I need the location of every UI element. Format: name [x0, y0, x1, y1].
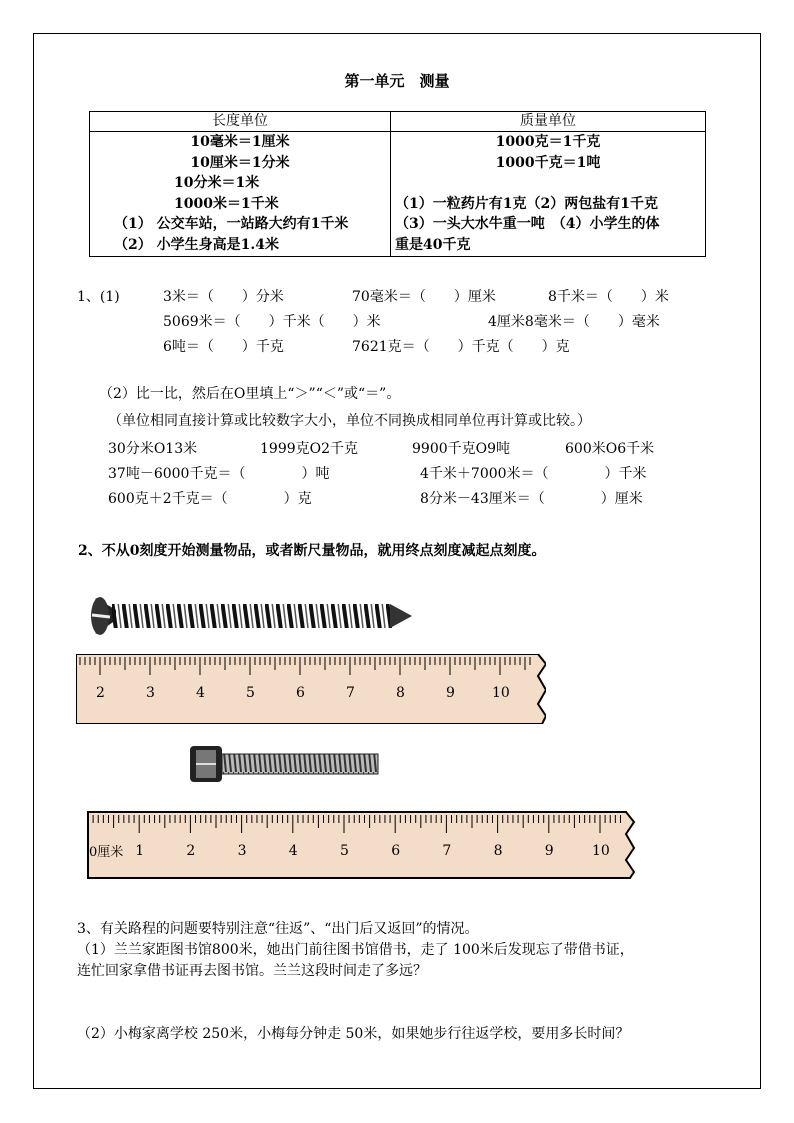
ruler-2 — [86, 810, 636, 880]
calc-item: 4千米＋7000米＝（ ）千米 — [420, 466, 647, 482]
compare-item: 1999克O2千克 — [260, 441, 359, 457]
q3-p1-line1: （1）兰兰家距图书馆800米，她出门前往图书馆借书，走了 100米后发现忘了带借书证， — [77, 942, 634, 958]
ruler-label: 10 — [492, 685, 510, 701]
ruler-label: 10 — [592, 843, 610, 859]
ruler-label: 5 — [246, 685, 255, 701]
q1-part2-title: （2）比一比，然后在O里填上“＞”“＜”或“＝”。 — [99, 386, 401, 402]
compare-item: 30分米O13米 — [108, 441, 198, 457]
q1-item: 8千米＝（ ）米 — [548, 289, 669, 305]
ruler-1 — [76, 654, 546, 724]
ruler-label: 3 — [237, 843, 247, 859]
ruler-label: 6 — [296, 685, 305, 701]
mass-example: （1）一粒药片有1克（2）两包盐有1千克 — [395, 195, 658, 212]
mass-cell — [391, 132, 706, 257]
bolt-image — [188, 742, 380, 786]
mass-example: （3）一头大水牛重一吨 （4）小学生的体 — [395, 216, 660, 233]
screw-image — [78, 590, 423, 640]
mass-rule: 1000千克＝1吨 — [495, 154, 601, 171]
mass-rule: 1000克＝1千克 — [495, 134, 601, 150]
q1-item: 7621克＝（ ）千克（ ）克 — [352, 339, 570, 355]
calc-item: 8分米－43厘米＝（ ）厘米 — [420, 491, 643, 507]
mass-header: 质量单位 — [391, 112, 706, 132]
q3-p1-line2: 连忙回家拿借书证再去图书馆。兰兰这段时间走了多远？ — [77, 963, 427, 979]
q3-title: 3、有关路程的问题要特别注意“往返”、“出门后又返回”的情况。 — [77, 921, 479, 937]
q2-text: 2、不从0刻度开始测量物品，或者断尺量物品，就用终点刻度减起点刻度。 — [78, 543, 546, 559]
ruler-label: 8 — [493, 843, 503, 859]
ruler-label: 1 — [135, 843, 145, 859]
length-example: （2） 小学生身高是1.4米 — [114, 236, 279, 253]
calc-item: 37吨－6000千克＝（ ）吨 — [108, 466, 330, 482]
length-rule: 10分米＝1米 — [174, 175, 260, 192]
length-rule: 10厘米＝1分米 — [190, 154, 290, 171]
q3-p2: （2）小梅家离学校 250米，小梅每分钟走 50米，如果她步行往返学校，要用多长时间？ — [77, 1026, 630, 1042]
ruler-label: 7 — [442, 843, 452, 859]
q1-item: 6吨＝（ ）千克 — [163, 339, 284, 355]
q1-item: 5069米＝（ ）千米（ ）米 — [163, 314, 381, 330]
ruler-label: 5 — [340, 843, 349, 859]
q1-item: 3米＝（ ）分米 — [163, 289, 284, 305]
ruler-label: 8 — [396, 685, 405, 701]
length-rule: 1000米＝1千米 — [174, 195, 279, 212]
length-header: 长度单位 — [90, 112, 391, 132]
ruler-label: 6 — [391, 843, 401, 859]
ruler-label: 4 — [288, 843, 298, 859]
q1-part2-hint: （单位相同直接计算或比较数字大小，单位不同换成相同单位再计算或比较。） — [108, 413, 591, 429]
ruler-label: 7 — [346, 685, 355, 701]
ruler-label: 2 — [96, 685, 105, 701]
q1-item: 4厘米8毫米＝（ ）毫米 — [488, 314, 660, 330]
ruler-label: 3 — [146, 685, 155, 701]
page-title: 第一单元 测量 — [344, 72, 450, 90]
unit-table — [89, 111, 706, 257]
compare-item: 9900千克O9吨 — [412, 441, 511, 457]
ruler-2-unit: 0厘米 — [89, 845, 124, 860]
q1-label: 1、(1) — [77, 289, 120, 305]
length-example: （1） 公交车站，一站路大约有1千米 — [114, 216, 349, 233]
mass-example: 重是40千克 — [395, 236, 471, 253]
length-cell — [90, 132, 391, 257]
ruler-label: 2 — [186, 843, 196, 859]
compare-item: 600米O6千米 — [565, 441, 655, 457]
q1-item: 70毫米＝（ ）厘米 — [352, 289, 496, 305]
ruler-label: 9 — [446, 685, 455, 701]
ruler-label: 4 — [196, 685, 205, 701]
ruler-label: 9 — [544, 843, 554, 859]
length-rule: 10毫米＝1厘米 — [190, 134, 290, 150]
calc-item: 600克＋2千克＝（ ）克 — [108, 491, 312, 507]
